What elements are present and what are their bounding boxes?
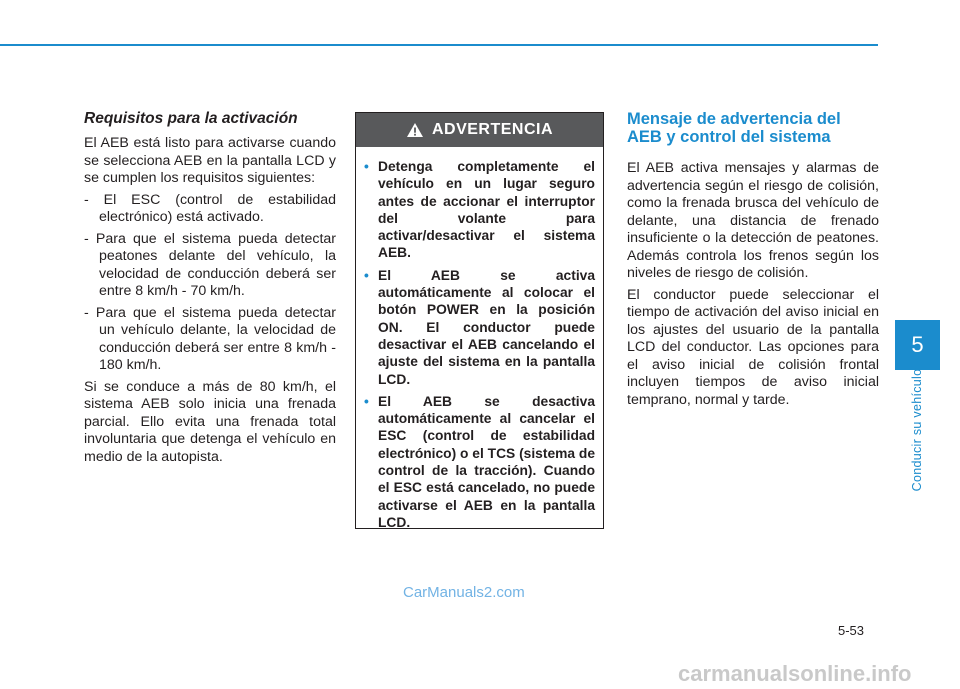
warning-bullet: • Detenga completamente el vehículo en un lugar seguro antes de accionar el interruptor del volante para activar/desactivar el sistema AEB. (364, 159, 595, 261)
page-number: 5-53 (838, 623, 865, 638)
warning-box (355, 112, 604, 529)
body-paragraph: El AEB activa mensajes y alarmas de advertencia según el riesgo de colisión, como la frenada brusca del vehículo de delante, una distancia de frenado insuficiente o la detección de peatones. Además controla los frenos según los niveles de riesgo de colisión. (627, 160, 879, 281)
body-paragraph: El conductor puede seleccionar el tiempo de activación del aviso inicial en los ajustes del usuario de la pantalla LCD del conductor. Las opciones para el aviso inicial de colisión frontal incluyen tiempos de aviso inicial temprano, normal y tarde. (627, 286, 879, 408)
intro-paragraph: El AEB está listo para activarse cuando se selecciona AEB en la pantalla LCD y se cumplen los requisitos siguientes: (84, 135, 336, 186)
watermark-top[interactable]: CarManuals2.com (403, 584, 525, 601)
outro-paragraph: Si se conduce a más de 80 km/h, el sistema AEB solo inicia una frenada parcial. Ello evita una frenada total involuntaria que detenga el vehículo en medio de la autopista. (84, 378, 336, 465)
warning-title: ADVERTENCIA (431, 121, 554, 138)
warning-message-heading: Mensaje de advertencia del AEB y control del sistema (627, 110, 841, 146)
warning-message-section (627, 110, 879, 413)
warning-bullet: • El AEB se activa automáticamente al colocar el botón POWER en la posición ON. El conductor puede desactivar el AEB cancelando el ajuste del sistema en la pantalla LCD. (364, 267, 595, 387)
requirement-item: - El ESC (control de estabilidad electrónico) está activado. (84, 191, 336, 225)
requirement-item: - Para que el sistema pueda detectar un vehículo delante, la velocidad de conducción deberá ser entre 8 km/h - 180 km/h. (84, 304, 336, 373)
chapter-number-tab: 5 (895, 320, 940, 370)
requirement-item: - Para que el sistema pueda detectar peatones delante del vehículo, la velocidad de conducción deberá ser entre 8 km/h - 70 km/h. (84, 230, 336, 299)
warning-header (356, 113, 603, 147)
warning-bullet: • El AEB se desactiva automáticamente al cancelar el ESC (control de estabilidad electrónico) o el TCS (sistema de control de la tracción). Cuando el ESC está cancelado, no puede activarse el AEB en la pantalla LCD. (364, 393, 595, 530)
watermark-bottom[interactable]: carmanualsonline.info (678, 661, 912, 686)
header-rule (0, 44, 878, 46)
activation-requirements-section (84, 110, 336, 470)
chapter-name: Conducir su vehículo (910, 368, 924, 492)
warning-body (356, 147, 603, 531)
warning-triangle-icon (406, 122, 424, 138)
activation-requirements-heading: Requisitos para la activación (84, 110, 298, 127)
